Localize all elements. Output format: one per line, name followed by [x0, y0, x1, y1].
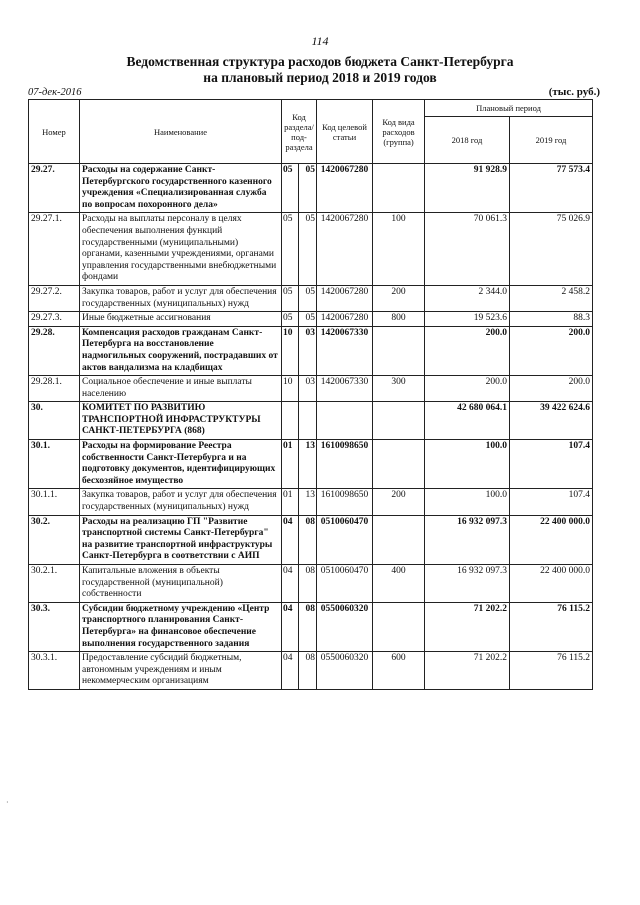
row-subsection: 05: [299, 312, 317, 327]
row-name: Социальное обеспечение и иные выплаты населению: [80, 376, 282, 402]
row-value-2018: 16 932 097.3: [425, 515, 510, 564]
table-row: [29, 376, 593, 402]
document-title: [0, 54, 640, 86]
row-article: 1420067330: [317, 326, 373, 375]
row-value-2019: 2 458.2: [510, 285, 593, 311]
currency-unit: (тыс. руб.): [548, 86, 600, 98]
row-section: 04: [282, 652, 299, 690]
row-type: [373, 515, 425, 564]
budget-table: [28, 99, 593, 690]
row-name: Расходы на выплаты персоналу в целях обеспечения выполнения функций государственными (муниципальными) органами, казенными учреждениями, органами управления государственными внебюджетными фондами: [80, 213, 282, 286]
row-number: 29.27.2.: [29, 285, 80, 311]
row-name: Расходы на формирование Реестра собственности Санкт-Петербурга и на подготовку документов, идентифицирующих бесхозяйное имущество: [80, 440, 282, 489]
header-name: Наименование: [80, 100, 282, 164]
table-row: [29, 164, 593, 213]
row-subsection: 08: [299, 565, 317, 603]
row-subsection: 13: [299, 489, 317, 515]
row-number: 30.1.: [29, 440, 80, 489]
row-value-2018: 91 928.9: [425, 164, 510, 213]
row-subsection: 08: [299, 652, 317, 690]
row-name: КОМИТЕТ ПО РАЗВИТИЮ ТРАНСПОРТНОЙ ИНФРАСТРУКТУРЫ САНКТ-ПЕТЕРБУРГА (868): [80, 402, 282, 440]
row-number: 30.3.: [29, 602, 80, 651]
table-row: [29, 489, 593, 515]
row-value-2018: 100.0: [425, 489, 510, 515]
margin-mark: ·: [6, 798, 9, 807]
row-name: Закупка товаров, работ и услуг для обеспечения государственных (муниципальных) нужд: [80, 285, 282, 311]
row-section: 10: [282, 326, 299, 375]
row-name: Расходы на содержание Санкт-Петербургского государственного казенного учреждения «Специализированная служба по вопросам похоронного дела»: [80, 164, 282, 213]
row-type: 800: [373, 312, 425, 327]
row-number: 30.2.1.: [29, 565, 80, 603]
row-value-2018: 71 202.2: [425, 602, 510, 651]
header-2018: 2018 год: [425, 117, 510, 164]
row-subsection: 08: [299, 515, 317, 564]
row-value-2019: 22 400 000.0: [510, 515, 593, 564]
row-value-2018: 42 680 064.1: [425, 402, 510, 440]
row-value-2019: 22 400 000.0: [510, 565, 593, 603]
table-body: [29, 164, 593, 690]
row-value-2018: 16 932 097.3: [425, 565, 510, 603]
row-type: [373, 326, 425, 375]
row-number: 29.28.1.: [29, 376, 80, 402]
row-type: 600: [373, 652, 425, 690]
row-subsection: [299, 402, 317, 440]
page-number: 114: [311, 34, 329, 48]
row-name: Предоставление субсидий бюджетным, автономным учреждениям и иным некоммерческим организациям: [80, 652, 282, 690]
row-section: 05: [282, 285, 299, 311]
row-section: 04: [282, 565, 299, 603]
row-type: 300: [373, 376, 425, 402]
row-type: [373, 602, 425, 651]
table-row: [29, 402, 593, 440]
title-line-2: на плановый период 2018 и 2019 годов: [203, 70, 437, 85]
row-subsection: 13: [299, 440, 317, 489]
row-type: [373, 402, 425, 440]
row-value-2018: 19 523.6: [425, 312, 510, 327]
row-article: 1420067280: [317, 312, 373, 327]
table-row: [29, 312, 593, 327]
table-row: [29, 652, 593, 690]
row-article: 1420067280: [317, 164, 373, 213]
header-2019: 2019 год: [510, 117, 593, 164]
row-value-2018: 200.0: [425, 326, 510, 375]
row-number: 29.27.: [29, 164, 80, 213]
row-name: Компенсация расходов гражданам Санкт-Петербурга на восстановление надмогильных сооружений, пострадавших от актов вандализма на кладбищах: [80, 326, 282, 375]
row-article: [317, 402, 373, 440]
header-section: Код раздела/ под- раздела: [282, 100, 317, 164]
row-article: 0510060470: [317, 565, 373, 603]
row-type: 400: [373, 565, 425, 603]
row-number: 29.27.1.: [29, 213, 80, 286]
row-number: 30.: [29, 402, 80, 440]
row-number: 29.28.: [29, 326, 80, 375]
row-value-2018: 70 061.3: [425, 213, 510, 286]
row-article: 0510060470: [317, 515, 373, 564]
row-value-2019: 39 422 624.6: [510, 402, 593, 440]
document-date: 07-дек-2016: [28, 87, 82, 98]
row-value-2018: 71 202.2: [425, 652, 510, 690]
table-row: [29, 515, 593, 564]
row-subsection: 03: [299, 326, 317, 375]
table-row: [29, 326, 593, 375]
header-type: Код вида расходов (группа): [373, 100, 425, 164]
row-section: 01: [282, 489, 299, 515]
row-value-2019: 75 026.9: [510, 213, 593, 286]
row-article: 0550060320: [317, 602, 373, 651]
table-row: [29, 602, 593, 651]
row-section: 04: [282, 515, 299, 564]
row-type: 200: [373, 285, 425, 311]
table-row: [29, 440, 593, 489]
row-value-2019: 107.4: [510, 440, 593, 489]
row-section: 05: [282, 312, 299, 327]
table-row: [29, 285, 593, 311]
row-name: Расходы на реализацию ГП "Развитие транспортной системы Санкт-Петербурга" на развитие транспортной инфраструктуры Санкт-Петербурга в соответствии с АИП: [80, 515, 282, 564]
row-value-2018: 100.0: [425, 440, 510, 489]
row-number: 30.1.1.: [29, 489, 80, 515]
row-section: [282, 402, 299, 440]
row-value-2018: 200.0: [425, 376, 510, 402]
row-value-2018: 2 344.0: [425, 285, 510, 311]
row-subsection: 05: [299, 285, 317, 311]
row-value-2019: 200.0: [510, 326, 593, 375]
row-value-2019: 200.0: [510, 376, 593, 402]
row-section: 01: [282, 440, 299, 489]
row-value-2019: 76 115.2: [510, 652, 593, 690]
row-section: 04: [282, 602, 299, 651]
row-name: Иные бюджетные ассигнования: [80, 312, 282, 327]
row-name: Субсидии бюджетному учреждению «Центр транспортного планирования Санкт-Петербурга» на финансовое обеспечение выполнения государственного задания: [80, 602, 282, 651]
row-value-2019: 88.3: [510, 312, 593, 327]
row-name: Капитальные вложения в объекты государственной (муниципальной) собственности: [80, 565, 282, 603]
row-number: 30.2.: [29, 515, 80, 564]
header-article: Код целевой статьи: [317, 100, 373, 164]
row-type: 100: [373, 213, 425, 286]
row-subsection: 05: [299, 213, 317, 286]
row-subsection: 03: [299, 376, 317, 402]
row-article: 0550060320: [317, 652, 373, 690]
row-value-2019: 107.4: [510, 489, 593, 515]
table-row: [29, 213, 593, 286]
row-article: 1610098650: [317, 440, 373, 489]
row-number: 29.27.3.: [29, 312, 80, 327]
title-line-1: Ведомственная структура расходов бюджета Санкт-Петербурга: [126, 54, 514, 69]
row-type: [373, 440, 425, 489]
row-type: 200: [373, 489, 425, 515]
row-section: 10: [282, 376, 299, 402]
table-row: [29, 565, 593, 603]
row-article: 1610098650: [317, 489, 373, 515]
row-section: 05: [282, 164, 299, 213]
row-section: 05: [282, 213, 299, 286]
row-subsection: 05: [299, 164, 317, 213]
header-planned: Плановый период: [425, 100, 593, 117]
row-article: 1420067280: [317, 213, 373, 286]
row-type: [373, 164, 425, 213]
row-subsection: 08: [299, 602, 317, 651]
row-article: 1420067280: [317, 285, 373, 311]
row-article: 1420067330: [317, 376, 373, 402]
row-name: Закупка товаров, работ и услуг для обеспечения государственных (муниципальных) нужд: [80, 489, 282, 515]
row-value-2019: 77 573.4: [510, 164, 593, 213]
row-value-2019: 76 115.2: [510, 602, 593, 651]
row-number: 30.3.1.: [29, 652, 80, 690]
header-number: Номер: [29, 100, 80, 164]
